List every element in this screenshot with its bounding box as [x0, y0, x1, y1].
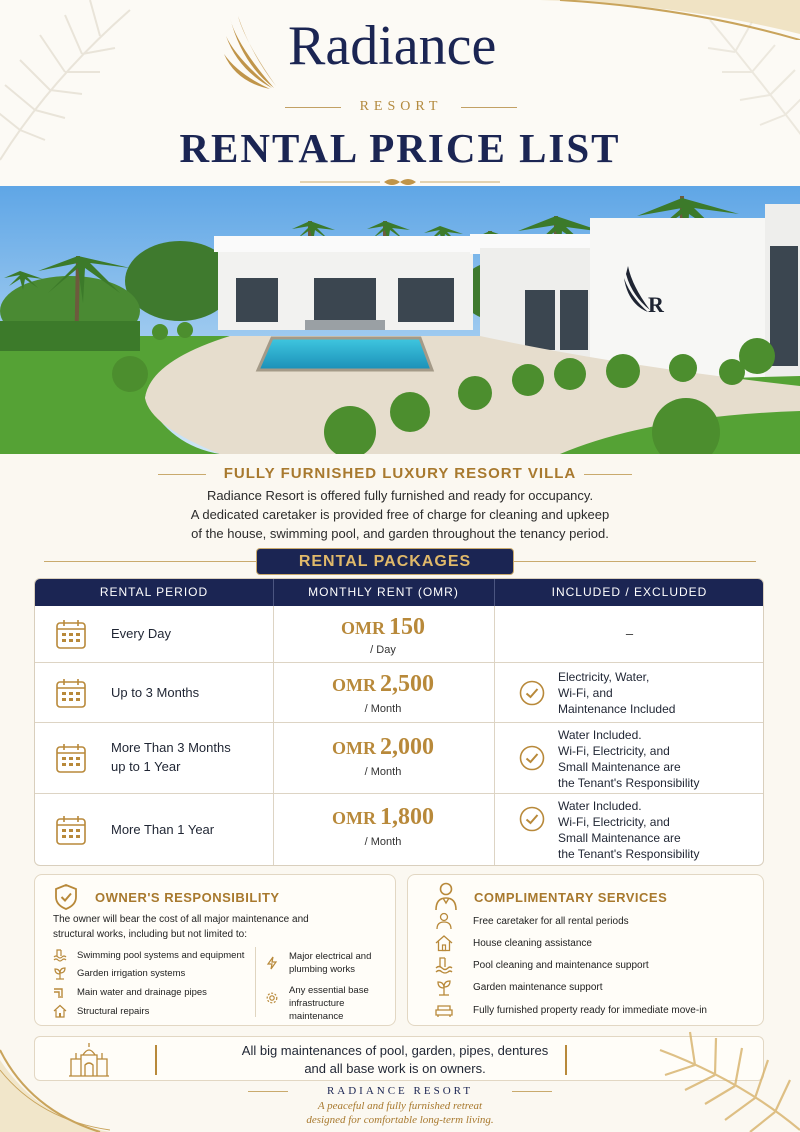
complimentary-services-box [407, 874, 764, 1026]
owner-item: Structural repairs [77, 1006, 150, 1017]
plant-icon [53, 966, 67, 980]
owner-item-line: maintenance [289, 1011, 344, 1022]
services-title: COMPLIMENTARY SERVICES [474, 890, 668, 905]
divider [494, 663, 495, 723]
divider [512, 1091, 552, 1092]
page-title: RENTAL PRICE LIST [179, 125, 621, 171]
owner-text-line: The owner will bear the cost of all major maintenance and [53, 914, 309, 925]
person-icon [435, 912, 453, 930]
owner-responsibility-box [34, 874, 396, 1026]
price-unit: / Day [370, 644, 396, 656]
calendar-icon [55, 677, 87, 709]
svg-text:R: R [648, 292, 664, 317]
lightning-icon [265, 956, 279, 970]
price-amount: 1,800 [380, 804, 434, 830]
period-label [111, 683, 199, 702]
price [273, 614, 493, 641]
period-label [111, 738, 231, 776]
owner-item: Swimming pool systems and equipment [77, 950, 245, 961]
table-row [35, 606, 764, 662]
divider [494, 794, 495, 866]
owner-item [289, 984, 369, 1023]
included-line: Wi-Fi, Electricity, and [558, 815, 670, 829]
pool-icon [435, 956, 453, 974]
pipe-icon [53, 985, 67, 999]
price-currency: OMR [341, 618, 385, 638]
service-item: Free caretaker for all rental periods [473, 916, 629, 927]
price-amount: 2,500 [380, 671, 434, 697]
included-value [558, 669, 675, 717]
included-line: Small Maintenance are [558, 760, 681, 774]
rental-packages-badge: RENTAL PACKAGES [256, 548, 514, 575]
price-unit: / Month [364, 703, 402, 715]
footer-brand: RADIANCE RESORT [326, 1085, 474, 1097]
column-header-included: INCLUDED / EXCLUDED [551, 585, 708, 599]
service-item: Fully furnished property ready for immediate move-in [473, 1005, 707, 1016]
included-line: Water Included. [558, 728, 642, 742]
intro-line: of the house, swimming pool, and garden throughout the tenancy period. [191, 526, 609, 541]
wing-logo-icon [222, 14, 282, 92]
rental-packages-table [34, 578, 764, 866]
divider [255, 947, 256, 1017]
period-line: up to 1 Year [111, 759, 181, 774]
period-line: More Than 3 Months [111, 740, 231, 755]
owner-item-line: Major electrical and [289, 951, 372, 962]
ornament-divider [300, 176, 500, 186]
period-line: Every Day [111, 626, 171, 641]
included-value: – [625, 626, 634, 641]
included-line: Wi-Fi, and [558, 686, 613, 700]
included-line: Electricity, Water, [558, 670, 650, 684]
footer-tagline [0, 1099, 800, 1127]
calendar-icon [55, 742, 87, 774]
included-line: Wi-Fi, Electricity, and [558, 744, 670, 758]
brand-subtitle: RESORT [359, 99, 443, 114]
house-icon [53, 1004, 67, 1018]
divider [565, 1045, 567, 1075]
divider [155, 1045, 157, 1075]
price [273, 804, 493, 831]
check-circle-icon [519, 680, 545, 706]
check-circle-icon [519, 745, 545, 771]
plant-icon [435, 978, 453, 996]
price-unit: / Month [364, 766, 402, 778]
column-header-rent: MONTHLY RENT (OMR) [308, 585, 459, 599]
column-header-period: RENTAL PERIOD [99, 585, 209, 599]
owner-text-line: structural works, including but not limited to: [53, 929, 247, 940]
included-value [558, 727, 700, 791]
price-currency: OMR [332, 738, 376, 758]
owner-title: OWNER'S RESPONSIBILITY [95, 890, 280, 905]
divider [494, 723, 495, 794]
included-line: the Tenant's Responsibility [558, 776, 700, 790]
calendar-icon [55, 814, 87, 846]
intro-text [130, 486, 670, 543]
table-row [35, 662, 764, 722]
service-item: House cleaning assistance [473, 938, 592, 949]
header [0, 0, 800, 186]
owner-item: Main water and drainage pipes [77, 987, 207, 998]
service-item: Garden maintenance support [473, 982, 603, 993]
included-line: Small Maintenance are [558, 831, 681, 845]
included-value [558, 798, 700, 862]
table-row [35, 722, 764, 793]
divider [584, 474, 632, 475]
gear-icon [265, 991, 279, 1005]
price-currency: OMR [332, 808, 376, 828]
check-circle-icon [519, 806, 545, 832]
divider [461, 107, 517, 108]
note-line: and all base work is on owners. [304, 1061, 486, 1076]
owner-item-line: infrastructure [289, 998, 345, 1009]
divider [44, 561, 256, 562]
owner-item: Garden irrigation systems [77, 968, 186, 979]
included-line: Maintenance Included [558, 702, 676, 716]
tagline-line: A peaceful and fully furnished retreat [317, 1100, 483, 1112]
caretaker-icon [434, 881, 458, 911]
price-unit: / Month [364, 836, 402, 848]
villa-photo [0, 186, 800, 454]
service-item: Pool cleaning and maintenance support [473, 960, 649, 971]
sofa-icon [435, 1001, 453, 1019]
house-icon [435, 934, 453, 952]
owner-item [289, 950, 371, 976]
price-currency: OMR [332, 675, 376, 695]
table-row [35, 793, 764, 866]
price-amount: 150 [389, 614, 425, 640]
price [273, 671, 493, 698]
owner-item-line: Any essential base [289, 985, 369, 996]
pool-icon [53, 948, 67, 962]
intro-line: Radiance Resort is offered fully furnished and ready for occupancy. [206, 488, 594, 503]
owner-item-line: plumbing works [289, 964, 355, 975]
included-line: the Tenant's Responsibility [558, 847, 700, 861]
period-line: More Than 1 Year [111, 822, 215, 837]
owner-description [53, 912, 309, 942]
table-header [35, 579, 764, 606]
shield-check-icon [53, 883, 79, 911]
price-amount: 2,000 [380, 734, 434, 760]
price [273, 734, 493, 761]
gold-swoosh-decoration [540, 0, 800, 40]
calendar-icon [55, 618, 87, 650]
intro-line: A dedicated caretaker is provided free of charge for cleaning and upkeep [190, 507, 610, 522]
included-line: Water Included. [558, 799, 642, 813]
period-label [111, 820, 214, 839]
note-text [205, 1042, 585, 1078]
divider [514, 561, 756, 562]
note-line: All big maintenances of pool, garden, pipes, dentures [241, 1043, 549, 1058]
intro-heading: FULLY FURNISHED LUXURY RESORT VILLA [223, 465, 577, 482]
brand-name: Radiance [288, 15, 497, 77]
tagline-line: designed for comfortable long-term living. [306, 1114, 494, 1126]
period-line: Up to 3 Months [111, 685, 200, 700]
period-label [111, 624, 171, 643]
